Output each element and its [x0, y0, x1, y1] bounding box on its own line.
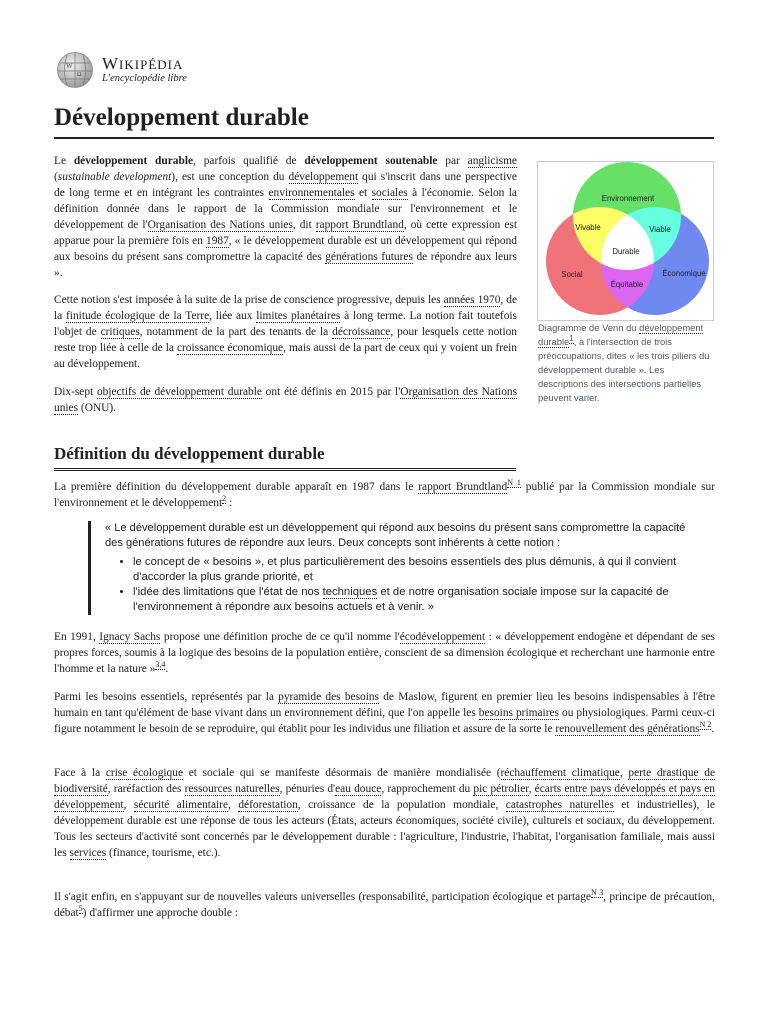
article-link[interactable]: anglicisme — [467, 155, 517, 167]
article-link[interactable]: réchauffement climatique — [500, 767, 620, 779]
article-link[interactable]: perte drastique de biodiversité — [54, 767, 716, 795]
venn-label-viable: Viable — [649, 225, 671, 234]
article-link[interactable]: techniques — [322, 586, 378, 598]
logo-title: WIKIPÉDIA — [102, 54, 184, 73]
intro-paragraph-3: Dix-sept objectifs de développement durable ont été définis en 2015 par l'Organisation des Nations unies (ONU). — [54, 386, 518, 414]
article-link[interactable]: sécurité alimentaire — [133, 799, 229, 811]
article-link[interactable]: croissance économique — [176, 342, 284, 354]
bold-term: développement durable — [73, 155, 194, 167]
intro-paragraph-1: Le développement durable, parfois qualifié de développement soutenable par anglicisme (sustainable development), est une conception du développement qui s'inscrit dans une perspective de long terme et en intégrant les contraintes environnementales et sociales à l'économie. Selon la définition donnée dans le rapport de la Commission mondiale sur l'environnement et le développement de l'Organisation des Nations unies, dit rapport Brundtland, où cette expression est apparue pour la première fois en 1987, « le développement durable est un développement qui répond aux besoins du présent sans compromettre la capacité des générations futures de répondre aux leurs ». — [54, 155, 517, 279]
venn-label-economique: Économique — [662, 269, 706, 278]
reference-link[interactable]: N 2 — [699, 720, 712, 730]
article-link[interactable]: Organisation des Nations unies — [54, 386, 518, 414]
bold-term: développement soutenable — [304, 155, 438, 167]
reference-link[interactable]: N 1 — [507, 478, 521, 488]
article-link[interactable]: ressources naturelles — [184, 783, 280, 795]
page-title: Développement durable — [54, 100, 714, 139]
definition-paragraph-3: Parmi les besoins essentiels, représentés par la pyramide des besoins de Maslow, figurent en premier lieu les besoins indispensables à l'être humain en tant qu'élément de base vivant dans un environnement défini, que l'on appelle les besoins primaires ou physiologiques. Parmi ceux-ci figure notamment le besoin de se reproduire, qui établit pour les individus une filiation et assure de la sorte le renouvellement des générations$^{N 2}$. — [54, 691, 716, 735]
article-link[interactable]: décroissance — [332, 326, 391, 338]
article-link[interactable]: années 1970 — [443, 294, 501, 306]
venn-label-equitable: Équitable — [610, 280, 644, 289]
venn-label-social: Social — [561, 270, 583, 279]
article-link[interactable]: finitude écologique de la Terre — [66, 310, 210, 322]
article-link[interactable]: objectifs de développement durable — [96, 386, 262, 398]
article-link[interactable]: pyramide des besoins — [278, 691, 379, 703]
reference-link[interactable]: N 3 — [590, 888, 604, 898]
reference-link[interactable]: 3,4 — [155, 660, 166, 670]
intro-paragraph-2: Cette notion s'est imposée à la suite de la prise de conscience progressive, depuis les années 1970, de la finitude écologique de la Terre, liée aux limites planétaires à long terme. La notion fait toutefois l'objet de critiques, notamment de la part des tenants de la décroissance, pour lesquels cette notion reste trop liée à celle de la croissance économique, mais aussi de la part de ceux qui y voient un frein au développement. — [54, 294, 518, 370]
article-link[interactable]: eau douce — [335, 783, 382, 795]
definition-paragraph-1: La première définition du développement durable apparaît en 1987 dans le rapport Brundtland$^{N 1}$ publié par la Commission mondiale sur l'environnement et le développement$^2$ : — [54, 478, 715, 509]
reference-link[interactable]: 2 — [222, 494, 227, 504]
article-link[interactable]: développement — [288, 171, 359, 183]
article-link[interactable]: critiques — [100, 326, 140, 338]
venn-diagram-figure[interactable] — [537, 161, 714, 321]
article-link[interactable]: environnementales — [268, 187, 355, 199]
reference-link[interactable]: 5 — [78, 904, 83, 914]
definition-paragraph-4: Face à la crise écologique et sociale qui se manifeste désormais de manière mondialisée (réchauffement climatique, perte drastique de biodiversité, raréfaction des ressources naturelles, pénuries d'eau douce, rapprochement du pic pétrolier, écarts entre pays développés et pays en développement, sécurité alimentaire, déforestation, croissance de la population mondiale, catastrophes naturelles et industrielles), le développement durable est une réponse de tous les acteurs (États, acteurs économiques, société civile), culturels et sociaux, du développement. Tous les secteurs d'activité sont concernés par le développement durable : l'agriculture, l'industrie, l'habitat, l'organisation familiale, mais aussi les services (finance, tourisme, etc.). — [54, 767, 716, 859]
quote-item: • le concept de « besoins », et plus particulièrement des besoins essentiels des plus démunis, à qui il convient d'accorder la plus grande priorité, et — [133, 555, 695, 585]
article-link[interactable]: déforestation — [238, 799, 298, 811]
quote-text: « Le développement durable est un développement qui répond aux besoins du présent sans compromettre la capacité des générations futures de répondre aux leurs. Deux concepts sont inhérents à cette notion : — [105, 522, 686, 549]
logo-subtitle: L'encyclopédie libre — [102, 73, 187, 84]
article-link[interactable]: 1987 — [206, 235, 229, 247]
article-link[interactable]: crise écologique — [105, 767, 184, 779]
article-link[interactable]: sociales — [371, 187, 408, 199]
article-link[interactable]: catastrophes naturelles — [505, 799, 614, 811]
reference-link[interactable]: 1 — [569, 333, 574, 343]
article-link[interactable]: services — [69, 847, 107, 859]
italic-term: sustainable development — [57, 171, 172, 183]
article-link[interactable]: limites planétaires — [256, 310, 341, 322]
article-link[interactable]: générations futures — [325, 251, 413, 263]
wikipedia-logo[interactable] — [54, 51, 187, 89]
article-link[interactable]: rapport Brundtland — [315, 219, 404, 231]
article-link[interactable]: Ignacy Sachs — [99, 631, 161, 643]
section-heading-definition: Définition du développement durable — [54, 442, 516, 471]
quote-list — [105, 555, 695, 615]
article-link[interactable]: besoins primaires — [478, 707, 559, 719]
article-link[interactable]: Organisation des Nations unies — [147, 219, 293, 231]
venn-label-vivable: Vivable — [575, 223, 601, 232]
article-link[interactable]: rapport Brundtland — [418, 481, 508, 493]
quote-item: • l'idée des limitations que l'état de nos techniques et de notre organisation sociale impose sur la capacité de l'environnement à répondre aux besoins actuels et à venir. » — [133, 585, 695, 615]
definition-paragraph-5: Il s'agit enfin, en s'appuyant sur de nouvelles valeurs universelles (responsabilité, participation écologique et partage$^{N 3}$, principe de précaution, débat$^5$) d'affirmer une approche double : — [54, 888, 715, 919]
venn-label-environnement: Environnement — [601, 194, 655, 203]
venn-label-durable: Durable — [612, 247, 640, 256]
venn-diagram — [538, 162, 713, 320]
brundtland-quote — [88, 521, 695, 615]
article-link[interactable]: écarts entre pays développés et pays en développement — [54, 783, 715, 811]
article-link[interactable]: développement durable — [538, 322, 704, 347]
svg-text:W: W — [66, 62, 73, 70]
article-link[interactable]: pic pétrolier — [473, 783, 529, 795]
figure-caption: Diagramme de Venn du développement durable$^1$, à l'intersection de trois préoccupations, dites « les trois piliers du développement durable ». Les descriptions des intersections partielles peuvent varier. — [538, 322, 710, 403]
svg-text:Ω: Ω — [77, 72, 82, 78]
article-link[interactable]: renouvellement des générations — [555, 723, 700, 735]
wikipedia-globe-icon — [54, 51, 96, 89]
definition-paragraph-2: En 1991, Ignacy Sachs propose une définition proche de ce qu'il nomme l'écodéveloppement : « développement endogène et dépendant de ses propres forces, soumis à la logique des besoins de la population entière, conscient de sa dimension écologique et recherchant une harmonie entre l'homme et la nature »$^{3,4}$. — [54, 631, 715, 675]
article-link[interactable]: écodéveloppement — [399, 631, 486, 643]
